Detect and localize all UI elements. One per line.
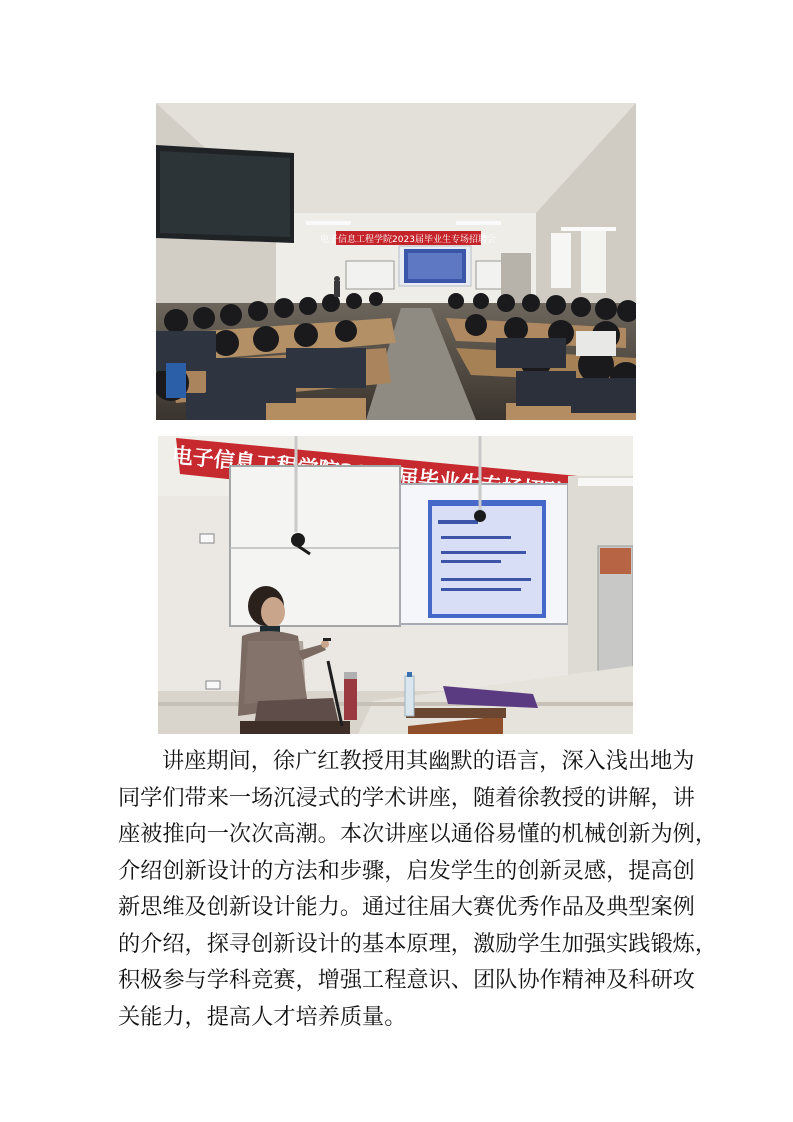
article-line: 关能力，提高人才培养质量。 bbox=[118, 1003, 407, 1030]
article-line: 积极参与学科竞赛，增强工程意识、团队协作精神及科研攻 bbox=[118, 967, 695, 993]
article-line: 新思维及创新设计能力。通过往届大赛优秀作品及典型案例 bbox=[118, 894, 695, 920]
article-line: 座被推向一次次高潮。本次讲座以通俗易懂的机械创新为例， bbox=[118, 821, 718, 847]
professor-presenting-photo bbox=[158, 436, 633, 734]
article-line: 讲座期间，徐广红教授用其幽默的语言，深入浅出地为 bbox=[162, 748, 695, 774]
article-line: 介绍创新设计的方法和步骤，启发学生的创新灵感，提高创 bbox=[118, 857, 695, 884]
article-line: 同学们带来一场沉浸式的学术讲座，随着徐教授的讲解，讲 bbox=[118, 784, 695, 811]
lecture-hall-audience-photo bbox=[156, 103, 636, 420]
article-line: 的介绍，探寻创新设计的基本原理，激励学生加强实践锻炼， bbox=[118, 930, 718, 957]
article-paragraph bbox=[118, 743, 718, 1035]
hall-banner-text: 电子信息工程学院2023届毕业生专场招聘会 bbox=[320, 235, 496, 245]
